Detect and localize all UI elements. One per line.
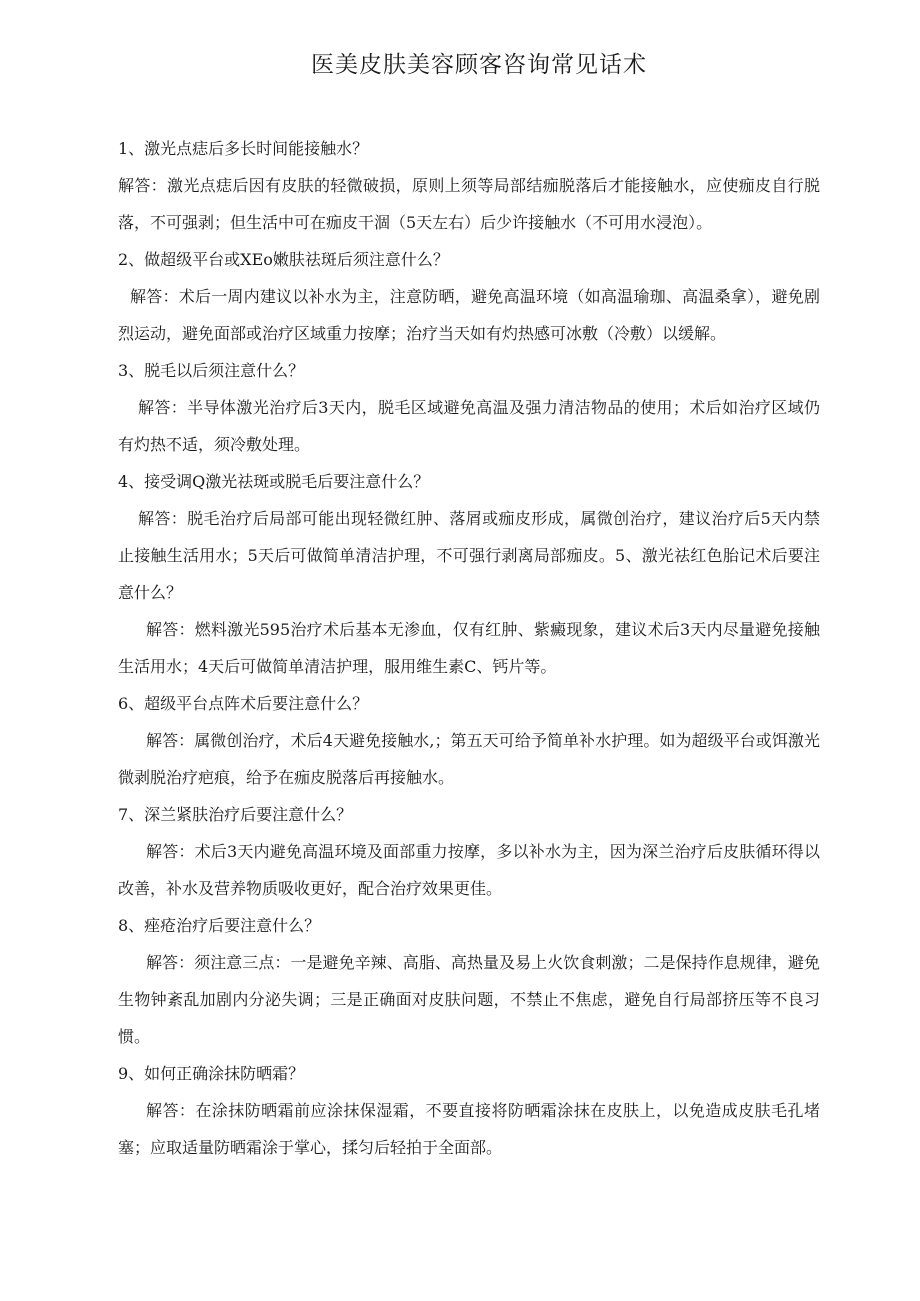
page-title: 医美皮肤美容顾客咨询常见话术 bbox=[311, 52, 647, 78]
answer-1: 解答：激光点痣后因有皮肤的轻微破损，原则上须等局部结痂脱落后才能接触水，应使痂皮自行脱落，不可强剥；但生活中可在痂皮干涸（5天左右）后少许接触水（不可用水浸泡）。 bbox=[118, 176, 820, 232]
answer-3: 解答：半导体激光治疗后3天内，脱毛区域避免高温及强力清洁物品的使用；术后如治疗区域仍有灼热不适，须冷敷处理。 bbox=[118, 398, 820, 454]
answer-7: 解答：术后3天内避免高温环境及面部重力按摩，多以补水为主，因为深兰治疗后皮肤循环得以改善，补水及营养物质吸收更好，配合治疗效果更佳。 bbox=[118, 842, 820, 898]
qa-item-5 bbox=[118, 611, 820, 685]
qa-item-7 bbox=[118, 796, 820, 907]
answer-9: 解答：在涂抹防晒霜前应涂抹保湿霜，不要直接将防晒霜涂抹在皮肤上，以免造成皮肤毛孔堵塞；应取适量防晒霜涂于掌心，揉匀后轻拍于全面部。 bbox=[118, 1101, 820, 1157]
answer-4: 解答：脱毛治疗后局部可能出现轻微红肿、落屑或痂皮形成，属微创治疗，建议治疗后5天内禁止接触生活用水；5天后可做简单清洁护理，不可强行剥离局部痂皮。5、激光祛红色胎记术后要注意什么？ bbox=[118, 509, 820, 602]
answer-8: 解答：须注意三点：一是避免辛辣、高脂、高热量及易上火饮食刺激；二是保持作息规律，避免生物钟紊乱加剧内分泌失调；三是正确面对皮肤问题，不禁止不焦虑，避免自行局部挤压等不良习惯。 bbox=[118, 953, 820, 1046]
question-4: 4、接受调Q激光祛斑或脱毛后要注意什么？ bbox=[118, 472, 430, 491]
question-3: 3、脱毛以后须注意什么？ bbox=[118, 361, 305, 380]
qa-item-1 bbox=[118, 130, 820, 241]
question-7: 7、深兰紧肤治疗后要注意什么？ bbox=[118, 805, 353, 824]
qa-item-6 bbox=[118, 685, 820, 796]
qa-item-9 bbox=[118, 1055, 820, 1166]
question-2: 2、做超级平台或XEo嫩肤祛斑后须注意什么？ bbox=[118, 250, 449, 269]
question-1: 1、激光点痣后多长时间能接触水？ bbox=[118, 139, 369, 158]
question-6: 6、超级平台点阵术后要注意什么？ bbox=[118, 694, 369, 713]
answer-5: 解答：燃料激光595治疗术后基本无渗血，仅有红肿、紫癜现象，建议术后3天内尽量避免接触生活用水；4天后可做简单清洁护理，服用维生素C、钙片等。 bbox=[118, 620, 820, 676]
question-9: 9、如何正确涂抹防晒霜？ bbox=[118, 1064, 305, 1083]
qa-item-3 bbox=[118, 352, 820, 463]
qa-item-4 bbox=[118, 463, 820, 611]
answer-2: 解答：术后一周内建议以补水为主，注意防晒，避免高温环境（如高温瑜珈、高温桑拿），避免剧烈运动，避免面部或治疗区域重力按摩；治疗当天如有灼热感可冰敷（冷敷）以缓解。 bbox=[118, 287, 820, 343]
answer-6: 解答：属微创治疗，术后4天避免接触水,；第五天可给予简单补水护理。如为超级平台或饵激光微剥脱治疗疤痕，给予在痂皮脱落后再接触水。 bbox=[118, 731, 820, 787]
qa-item-8 bbox=[118, 907, 820, 1055]
qa-item-2 bbox=[118, 241, 820, 352]
question-8: 8、痤疮治疗后要注意什么？ bbox=[118, 916, 321, 935]
